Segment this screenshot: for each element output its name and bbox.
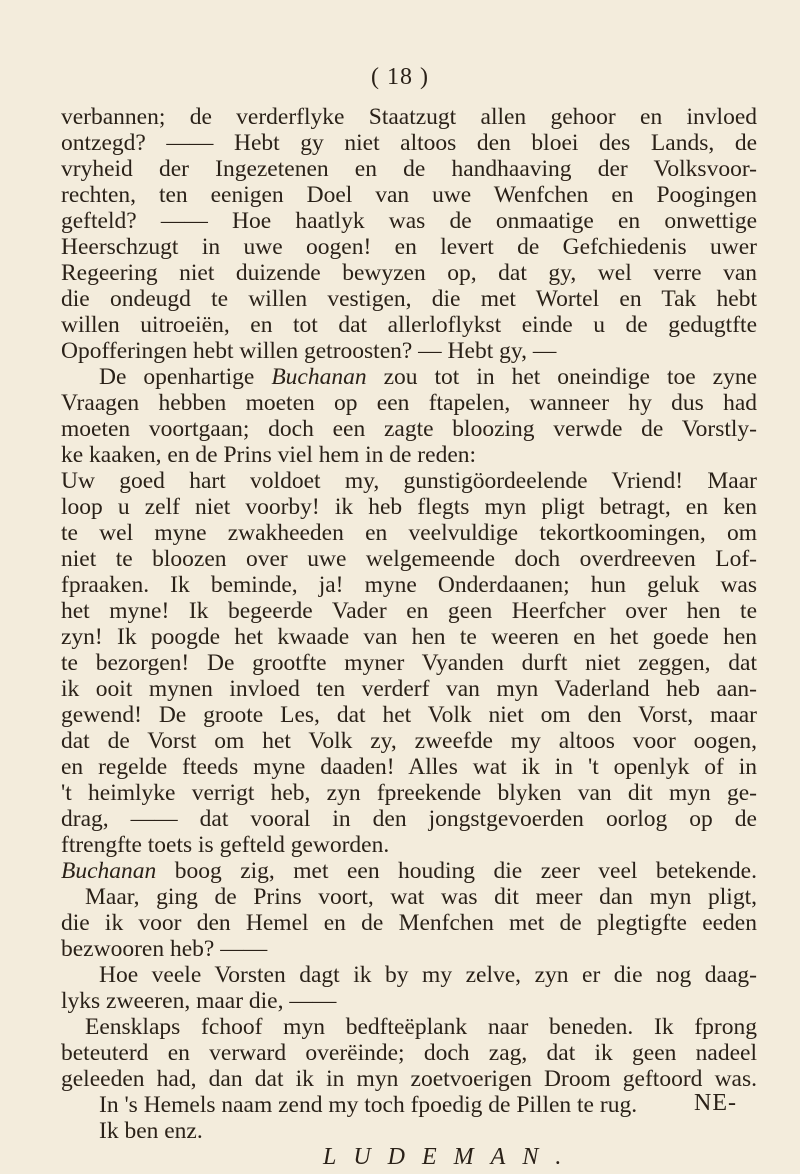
text-line: Eensklaps fchoof myn bedfteëplank naar beneden. Ik fprong (85, 1014, 757, 1040)
text-line: moeten voortgaan; doch een zagte bloozing verwde de Vorstly- (61, 416, 757, 442)
text-line: gefteld? —— Hoe haatlyk was de onmaatige en onwettige (61, 208, 757, 234)
text-line: ftrengfte toets is gefteld geworden. (61, 832, 390, 858)
text-line: het myne! Ik begeerde Vader en geen Heerfcher over hen te (61, 598, 757, 624)
text-line: fpraaken. Ik beminde, ja! myne Onderdaanen; hun geluk was (61, 572, 757, 598)
text-line: zyn! Ik poogde het kwaade van hen te weeren en het goede hen (61, 624, 757, 650)
text-line: geleeden had, dan dat ik in myn zoetvoerigen Droom geftoord was. (61, 1066, 757, 1092)
text-line: loop u zelf niet voorby! ik heb flegts myn pligt betragt, en ken (61, 494, 757, 520)
text-line: Vraagen hebben moeten op een ftapelen, wanneer hy dus had (61, 390, 757, 416)
text-line: ik ooit mynen invloed ten verderf van myn Vaderland heb aan- (61, 676, 757, 702)
text-line: willen uitroeiën, en tot dat allerloflykst einde u de gedugtfte (61, 312, 757, 338)
text-line: niet te bloozen over uwe welgemeende doch overdreeven Lof- (61, 546, 757, 572)
text-line: gewend! De groote Les, dat het Volk niet om den Vorst, maar (61, 702, 757, 728)
text-line: vryheid der Ingezetenen en de handhaaving der Volksvoor- (61, 156, 757, 182)
text-line: lyks zweeren, maar die, —— (61, 988, 337, 1014)
text-line: 't heimlyke verrigt heb, zyn fpreekende blyken van dit myn ge- (61, 780, 757, 806)
text-line: Buchanan boog zig, met een houding die zeer veel betekende. (61, 858, 757, 884)
text-line: die ik voor den Hemel en de Menfchen met de plegtigfte eeden (61, 910, 757, 936)
text-line: rechten, ten eenigen Doel van uwe Wenfchen en Poogingen (61, 182, 757, 208)
text-line: en regelde fteeds myne daaden! Alles wat ik in 't openlyk of in (61, 754, 757, 780)
page-number: ( 18 ) (371, 64, 429, 90)
catchword: NE- (694, 1090, 737, 1116)
text-line: bezwooren heb? —— (61, 936, 268, 962)
text-line: drag, —— dat vooral in den jongstgevoerden oorlog op de (61, 806, 757, 832)
name-buchanan: Buchanan (271, 364, 367, 390)
text-line: ontzegd? —— Hebt gy niet altoos den bloei des Lands, de (61, 130, 757, 156)
text-line: Regeering niet duizende bewyzen op, dat gy, wel verre van (61, 260, 757, 286)
text-line: te bezorgen! De grootfte myner Vyanden durft niet zeggen, dat (61, 650, 757, 676)
text-line: te wel myne zwakheeden en veelvuldige tekortkoomingen, om (61, 520, 757, 546)
text-line: Opofferingen hebt willen getroosten? — Hebt gy, — (61, 338, 557, 364)
signature: LUDEMAN. (323, 1144, 579, 1170)
text-line: In 's Hemels naam zend my toch fpoedig de Pillen te rug. (99, 1092, 638, 1118)
text-line: De openhartige Buchanan zou tot in het oneindige toe zyne (99, 364, 758, 390)
text-line: beteuterd en verward overëinde; doch zag, dat ik geen nadeel (61, 1040, 757, 1066)
text-line: Ik ben enz. (99, 1118, 203, 1144)
text-line: Hoe veele Vorsten dagt ik by my zelve, zyn er die nog daag- (99, 962, 757, 988)
text-line: Uw goed hart voldoet my, gunstigöordeelende Vriend! Maar (61, 468, 757, 494)
text-line: verbannen; de verderflyke Staatzugt allen gehoor en invloed (61, 104, 757, 130)
text-line: Heerschzugt in uwe oogen! en levert de Gefchiedenis uwer (61, 234, 757, 260)
name-buchanan: Buchanan (61, 858, 157, 884)
body-text (61, 104, 757, 1170)
text-line: Maar, ging de Prins voort, wat was dit meer dan myn pligt, (85, 884, 757, 910)
text-line: die ondeugd te willen vestigen, die met Wortel en Tak hebt (61, 286, 757, 312)
text-line: ke kaaken, en de Prins viel hem in de reden: (61, 442, 477, 468)
text-line: dat de Vorst om het Volk zy, zweefde my altoos voor oogen, (61, 728, 757, 754)
